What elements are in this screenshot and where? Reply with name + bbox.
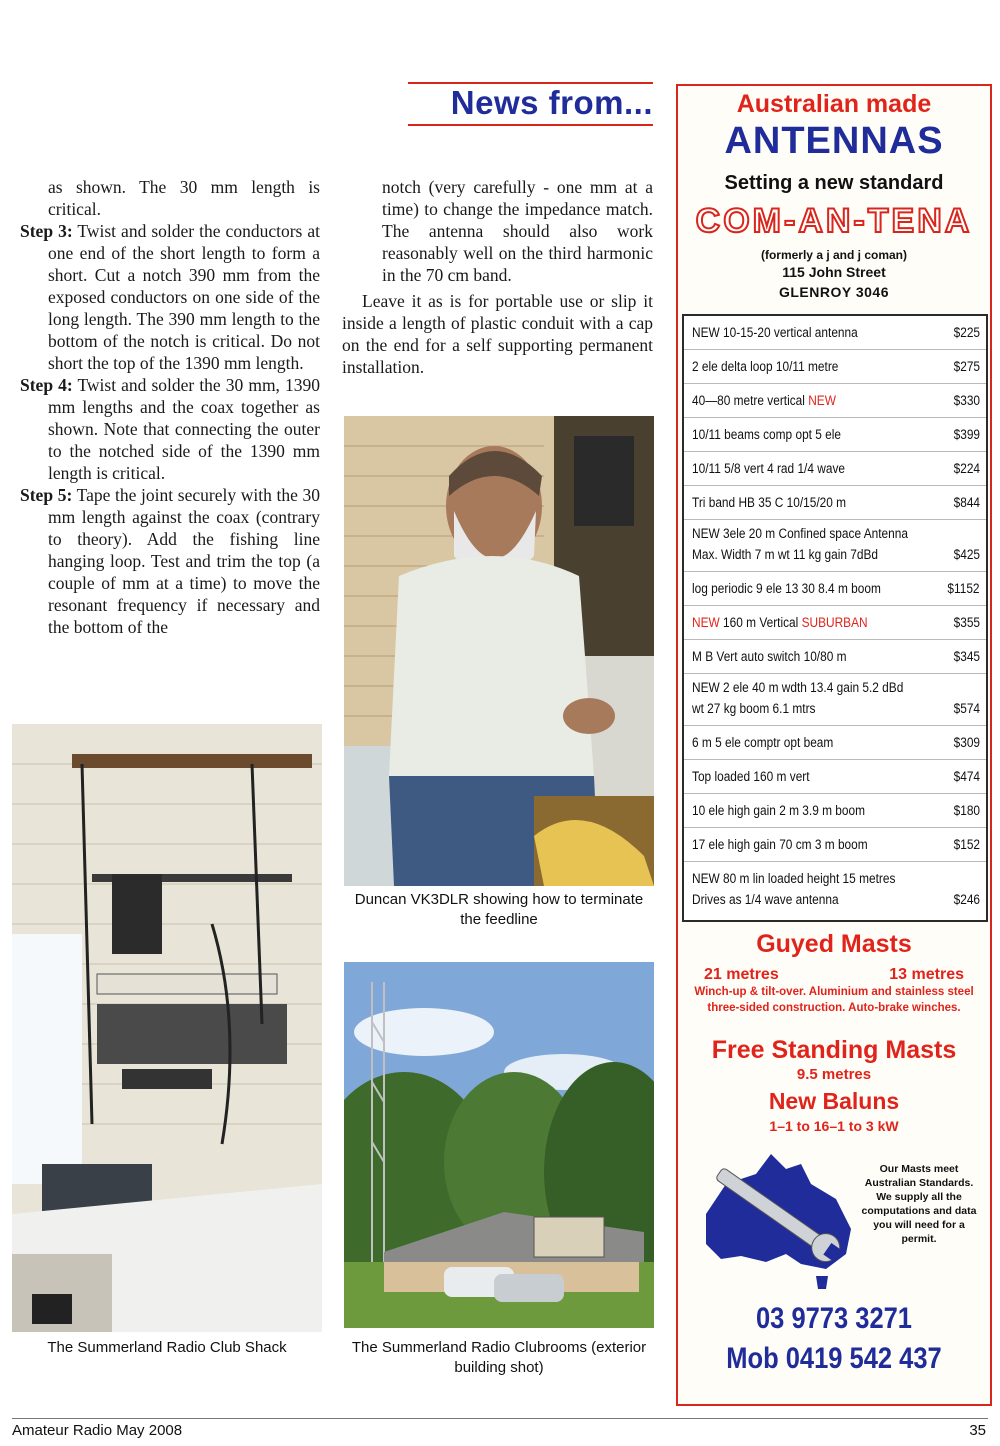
photo-caption: The Summerland Radio Clubrooms (exterior building shot) xyxy=(351,1339,647,1376)
duncan-photo xyxy=(344,416,654,886)
product-row xyxy=(684,316,986,350)
heading-rule-bottom xyxy=(408,124,653,126)
ad-tagline: Setting a new standard xyxy=(724,172,944,194)
product-price: $246 xyxy=(953,892,980,907)
product-row xyxy=(684,862,986,916)
product-desc: NEW 2 ele 40 m wdth 13.4 gain 5.2 dBd xyxy=(692,680,904,695)
product-row xyxy=(684,760,986,794)
section-title: News from... xyxy=(450,84,653,121)
phone-number: 03 9773 3271 xyxy=(755,1302,912,1335)
step-label: Step 3: xyxy=(20,221,73,241)
free-standing-title: Free Standing Masts xyxy=(711,1036,957,1064)
guyed-description: three-sided construction. Auto-brake winches. xyxy=(707,1002,961,1014)
step-label: Step 4: xyxy=(20,375,73,395)
product-price: $180 xyxy=(953,803,980,818)
product-desc: 17 ele high gain 70 cm 3 m boom xyxy=(692,837,868,852)
step-3 xyxy=(20,220,320,374)
australia-map-icon xyxy=(686,1144,866,1294)
mobile-number: Mob 0419 542 437 xyxy=(726,1342,942,1375)
product-desc: Top loaded 160 m vert xyxy=(692,769,810,784)
product-price: $844 xyxy=(953,495,980,510)
step-5 xyxy=(20,484,320,638)
product-desc: 160 m Vertical xyxy=(719,615,802,630)
product-desc: NEW 80 m lin loaded height 15 metres xyxy=(692,871,896,886)
shack-photo xyxy=(12,724,322,1332)
product-desc: 40—80 metre vertical xyxy=(692,393,809,408)
product-desc-line2: Max. Width 7 m wt 11 kg gain 7dBd xyxy=(692,547,878,562)
price-list xyxy=(682,314,988,922)
new-badge: NEW xyxy=(808,393,836,408)
paragraph: Leave it as is for portable use or slip it inside a length of plastic conduit with a cap on the end for a self supporting permanent installation. xyxy=(342,291,653,377)
paragraph: as shown. The 30 mm length is critical. xyxy=(48,177,320,219)
product-desc: Tri band HB 35 C 10/15/20 m xyxy=(692,495,847,510)
product-price: $474 xyxy=(953,769,980,784)
product-row xyxy=(684,794,986,828)
product-tag: NEW xyxy=(692,325,724,340)
step-text: Twist and solder the 30 mm, 1390 mm lengths and the coax together as shown. Note that connecting the outer to the notched side of the 1390 mm length is critical. xyxy=(48,375,320,483)
article-column-left xyxy=(20,176,320,638)
baluns-title: New Baluns xyxy=(768,1088,900,1114)
product-desc: 10/11 beams comp opt 5 ele xyxy=(692,427,842,442)
mast-standards-note: Our Masts meet Australian Standards. We supply all the computations and data you will need for a permit. xyxy=(861,1163,977,1245)
photo-caption: Duncan VK3DLR showing how to terminate the feedline xyxy=(354,891,644,928)
product-price: $574 xyxy=(953,701,980,716)
product-row xyxy=(684,606,986,640)
product-row xyxy=(684,572,986,606)
product-desc-line2: wt 27 kg boom 6.1 mtrs xyxy=(692,701,816,716)
ad-address-street: 115 John Street xyxy=(782,264,886,280)
product-price: $275 xyxy=(953,359,980,374)
product-desc: 10-15-20 vertical antenna xyxy=(723,325,858,340)
product-row xyxy=(684,384,986,418)
product-row xyxy=(684,486,986,520)
product-price: $330 xyxy=(953,393,980,408)
product-price: $152 xyxy=(953,837,980,852)
ad-title: Australian made xyxy=(736,90,932,118)
guyed-height: 13 metres xyxy=(889,966,964,983)
product-desc: 2 ele delta loop 10/11 metre xyxy=(692,359,839,374)
photo-caption: The Summerland Radio Club Shack xyxy=(47,1339,287,1356)
product-row xyxy=(684,452,986,486)
product-price: $1152 xyxy=(947,581,980,596)
footer-rule xyxy=(12,1418,988,1419)
product-desc: 6 m 5 ele comptr opt beam xyxy=(692,735,834,750)
article-column-right xyxy=(342,176,653,378)
section-heading xyxy=(408,80,653,128)
step-text: Tape the joint securely with the 30 mm length against the coax (contrary to theory). Add the fishing line hanging loop. Test and trim the top (a couple of mm at a time) to move the resonant frequency if necessary and the bottom of the xyxy=(48,485,321,637)
ad-headline: ANTENNAS xyxy=(724,120,944,162)
product-desc: 10 ele high gain 2 m 3.9 m boom xyxy=(692,803,866,818)
antenna-advertisement xyxy=(676,84,992,1406)
baluns-ratio: 1–1 to 16–1 to 3 kW xyxy=(769,1118,899,1134)
suburban-badge: SUBURBAN xyxy=(801,615,868,630)
product-row xyxy=(684,418,986,452)
guyed-masts-title: Guyed Masts xyxy=(756,930,912,958)
product-desc-line2: Drives as 1/4 wave antenna xyxy=(692,892,839,907)
product-price: $355 xyxy=(953,615,980,630)
guyed-height: 21 metres xyxy=(704,966,779,983)
guyed-description: Winch-up & tilt-over. Aluminium and stainless steel xyxy=(694,986,974,998)
brand-logo: COM-AN-TENA xyxy=(695,202,973,240)
product-row xyxy=(684,726,986,760)
step-4 xyxy=(20,374,320,484)
paragraph: notch (very carefully - one mm at a time) to change the impedance match. The antenna should also work reasonably well on the third harmonic in the 70 cm band. xyxy=(382,177,653,285)
product-desc: 10/11 5/8 vert 4 rad 1/4 wave xyxy=(692,461,845,476)
ad-address-city: GLENROY 3046 xyxy=(778,284,889,300)
product-price: $425 xyxy=(953,547,980,562)
ad-formerly: (formerly a j and j coman) xyxy=(760,248,908,262)
free-standing-height: 9.5 metres xyxy=(796,1066,872,1083)
step-text: Twist and solder the conductors at one end of the short length to form a short. Cut a notch 390 mm from the exposed conductors on one side of the long length. The 390 mm length to the bottom of the notch is critical. Do not short the top of the 1390 mm length. xyxy=(48,221,320,373)
product-price: $224 xyxy=(953,461,980,476)
step-label: Step 5: xyxy=(20,485,73,505)
footer-publication: Amateur Radio May 2008 xyxy=(12,1422,183,1439)
product-row xyxy=(684,828,986,862)
product-desc: NEW 3ele 20 m Confined space Antenna xyxy=(692,526,908,541)
product-row xyxy=(684,640,986,674)
product-desc: M B Vert auto switch 10/80 m xyxy=(692,649,847,664)
product-price: $399 xyxy=(953,427,980,442)
product-price: $225 xyxy=(953,325,980,340)
page-number: 35 xyxy=(969,1422,986,1439)
product-price: $309 xyxy=(953,735,980,750)
product-price: $345 xyxy=(953,649,980,664)
product-row xyxy=(684,350,986,384)
clubrooms-photo xyxy=(344,962,654,1328)
product-row xyxy=(684,520,986,572)
product-row xyxy=(684,674,986,726)
new-badge: NEW xyxy=(692,615,720,630)
product-desc: log periodic 9 ele 13 30 8.4 m boom xyxy=(692,581,881,596)
